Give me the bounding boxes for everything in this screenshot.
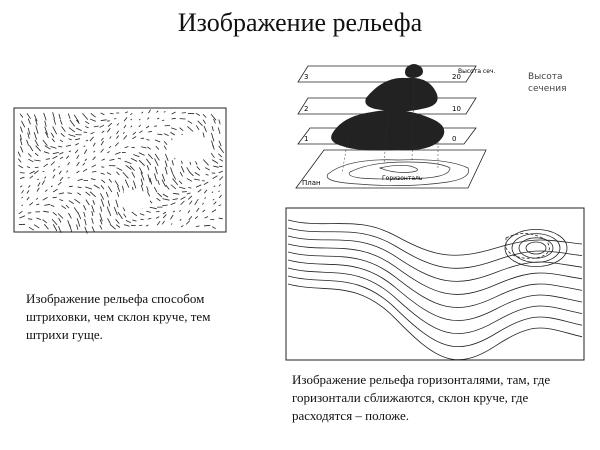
valley-patch (118, 190, 150, 210)
section-plane-3 (298, 66, 476, 82)
contour-relief-figure (286, 208, 584, 360)
slide-title: Изображение рельефа (177, 8, 423, 37)
plan-label: План (302, 179, 321, 187)
plane-label-left-3: 3 (304, 73, 309, 81)
hilltop-patch (168, 134, 212, 162)
plan-contour-label: Горизонталь (382, 175, 423, 182)
hatching-caption: Изображение рельефа способом штриховки, чем склон круче, тем штрихи гуще. (26, 291, 211, 342)
section-planes-diagram (288, 52, 496, 198)
plane-label-right-0: 0 (452, 135, 457, 143)
plane-label-left-1: 1 (304, 135, 309, 143)
section-height-label-line2: сечения (528, 84, 567, 94)
plane-label-right-10: 10 (452, 105, 461, 113)
hill-mid-mass (365, 78, 437, 112)
contour-caption: Изображение рельефа горизонталями, там, где горизонтали сближаются, склон круче, где расходятся – положе. (292, 372, 551, 423)
plane-label-right-20: 20 (452, 73, 461, 81)
plan-plane (296, 150, 486, 188)
hatching-relief-figure (14, 108, 226, 232)
plane-top-tag: Высота сеч. (458, 68, 496, 75)
section-height-label-line1: Высота (528, 72, 563, 82)
plane-label-left-2: 2 (304, 105, 309, 113)
